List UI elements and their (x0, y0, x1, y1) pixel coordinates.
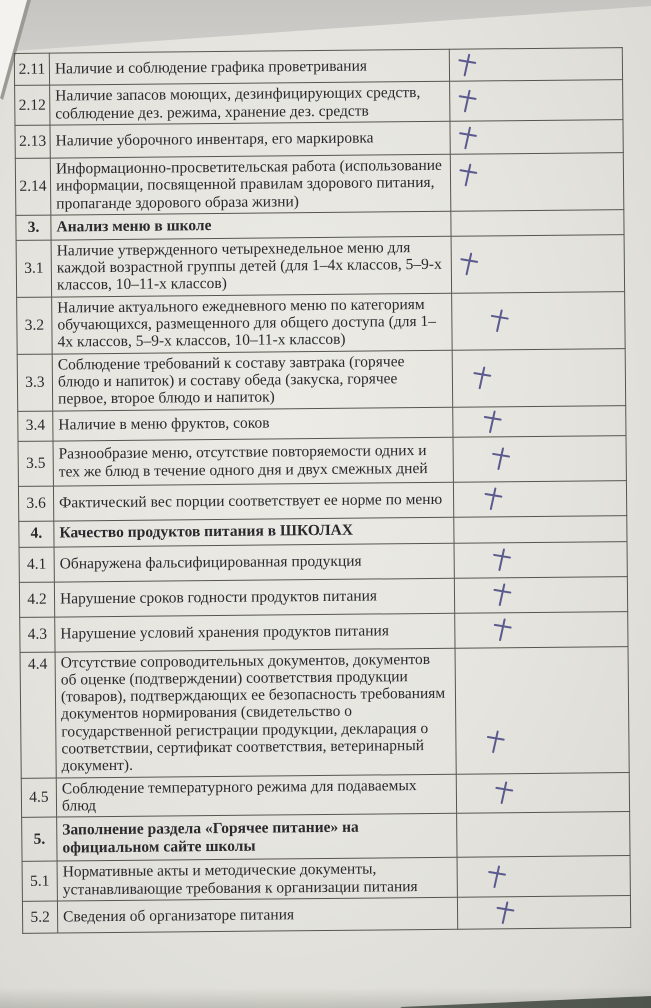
row-mark-cell (454, 576, 627, 613)
row-mark-cell (457, 895, 630, 929)
row-number: 3.5 (18, 441, 53, 486)
plus-mark (461, 517, 482, 542)
row-description: Наличие актуального ежедневного меню по категориям обучающихся, размещенного для общего доступа (для 1– 4х классов, 5–9-х классов, 10–11-х классов) (52, 293, 453, 354)
table-row (18, 435, 626, 486)
plus-mark (491, 547, 512, 572)
row-description: Соблюдение температурного режима для подаваемых блюд (56, 774, 456, 817)
section-title: Анализ меню в школе (51, 211, 451, 240)
row-mark-cell (457, 812, 630, 858)
row-description: Разнообразие меню, отсутствие повторяемости одних и тех же блюд в течение одного дня и двух смежных дней (53, 437, 453, 486)
row-number: 3.3 (17, 354, 53, 411)
row-description: Отсутствие сопроводительных документов, документов об оценке (подтверждении) соответствия продукции (товаров), подтверждающих ее безопасность требованиям документов нормирования (свидетельство о государственной регистрации продукции, декларация о соответствии, сертификат соответствия, ветеринарный документ). (55, 648, 456, 778)
row-mark-cell (455, 611, 628, 648)
row-mark-cell (456, 772, 629, 813)
table-row (16, 234, 625, 297)
plus-mark (464, 823, 485, 848)
row-mark-cell (453, 480, 626, 517)
row-number: 4.2 (19, 582, 54, 617)
row-mark-cell (454, 515, 627, 543)
plus-mark (495, 900, 516, 925)
plus-mark (482, 409, 503, 434)
plus-mark (483, 486, 504, 511)
checklist-grid (14, 47, 631, 934)
row-description: Нарушение сроков годности продуктов питания (54, 578, 454, 617)
row-number: 2.11 (14, 53, 49, 85)
plus-mark (457, 53, 478, 78)
plus-mark (486, 864, 507, 889)
table-row (18, 480, 626, 521)
row-mark-cell (454, 541, 627, 578)
row-mark-cell (455, 646, 629, 774)
row-description: Нормативные акты и методические документы, устанавливающие требования к организации питания (57, 857, 457, 900)
section-title: Качество продуктов питания в ШКОЛАХ (54, 517, 454, 547)
row-mark-cell (450, 153, 624, 212)
plus-mark (457, 89, 478, 114)
row-description: Обнаружена фальсифицированная продукция (54, 543, 454, 582)
plus-mark (472, 366, 493, 391)
table-row (17, 291, 626, 354)
table-row (15, 153, 624, 216)
table-row (20, 646, 629, 778)
row-number: 2.12 (15, 85, 50, 125)
row-number: 4.3 (20, 617, 55, 652)
row-mark-cell (452, 348, 626, 407)
row-description: Соблюдение требований к составу завтрака (горячее блюдо и напиток) и составу обеда (закуска, горячее первое, второе блюдо и напиток) (52, 350, 453, 411)
row-description: Наличие утвержденного четырехнедельное меню для каждой возрастной группы детей (для 1–4х классов, 5–9-х классов, 10–11-х классов) (51, 236, 452, 297)
table-row (22, 895, 630, 933)
table-row (19, 576, 627, 617)
plus-mark (492, 582, 513, 607)
row-mark-cell (450, 80, 623, 122)
row-number: 5.1 (22, 861, 57, 901)
table-row (15, 80, 623, 126)
row-number: 2.13 (15, 125, 50, 158)
plus-mark (457, 125, 478, 150)
row-description: Фактический вес порции соответствует ее норме по меню (53, 482, 453, 521)
table-row (22, 856, 630, 901)
row-number: 2.14 (15, 158, 51, 215)
table-row (19, 541, 627, 582)
plus-mark (490, 446, 511, 471)
plus-mark (494, 781, 515, 806)
row-mark-cell (453, 435, 626, 482)
row-number: 3.4 (18, 411, 53, 441)
section-number: 3. (16, 215, 51, 240)
row-mark-cell (457, 856, 630, 897)
table-row (20, 611, 628, 652)
row-description: Сведения об организаторе питания (57, 897, 457, 933)
row-number: 5.2 (22, 901, 57, 933)
plus-mark (458, 211, 479, 236)
checklist-table (14, 47, 630, 934)
row-description: Информационно-просветительская работа (использование информации, посвященной правилам здорового питания, пропаганде здорового образа жизни) (50, 154, 451, 215)
section-row (22, 812, 630, 862)
row-description: Наличие в меню фруктов, соков (53, 407, 453, 441)
row-description: Наличие запасов моющих, дезинфицирующих средств, соблюдение дез. режима, хранение дез. средств (50, 81, 450, 125)
plus-mark (485, 729, 506, 754)
row-number: 3.6 (18, 486, 53, 521)
table-row (17, 348, 626, 411)
plus-mark (489, 309, 510, 334)
row-description: Нарушение условий хранения продуктов питания (55, 613, 455, 652)
row-description: Наличие уборочного инвентаря, его маркировка (50, 121, 450, 158)
plus-mark (459, 252, 480, 277)
section-title: Заполнение раздела «Горячее питание» на официальном сайте школы (57, 813, 457, 861)
row-mark-cell (451, 234, 625, 293)
plus-mark (492, 617, 513, 642)
row-mark-cell (452, 291, 626, 350)
row-mark-cell (451, 209, 624, 236)
row-number: 4.4 (20, 652, 56, 778)
table-row (21, 772, 629, 817)
row-number: 3.2 (17, 297, 53, 354)
row-mark-cell (449, 48, 622, 82)
row-mark-cell (453, 405, 626, 437)
section-number: 5. (22, 817, 57, 861)
section-number: 4. (19, 521, 54, 547)
row-number: 4.5 (21, 778, 56, 818)
plus-mark (458, 163, 479, 188)
row-number: 4.1 (19, 547, 54, 582)
row-description: Наличие и соблюдение графика проветривания (49, 49, 449, 85)
row-number: 3.1 (16, 240, 52, 297)
row-mark-cell (450, 120, 623, 155)
